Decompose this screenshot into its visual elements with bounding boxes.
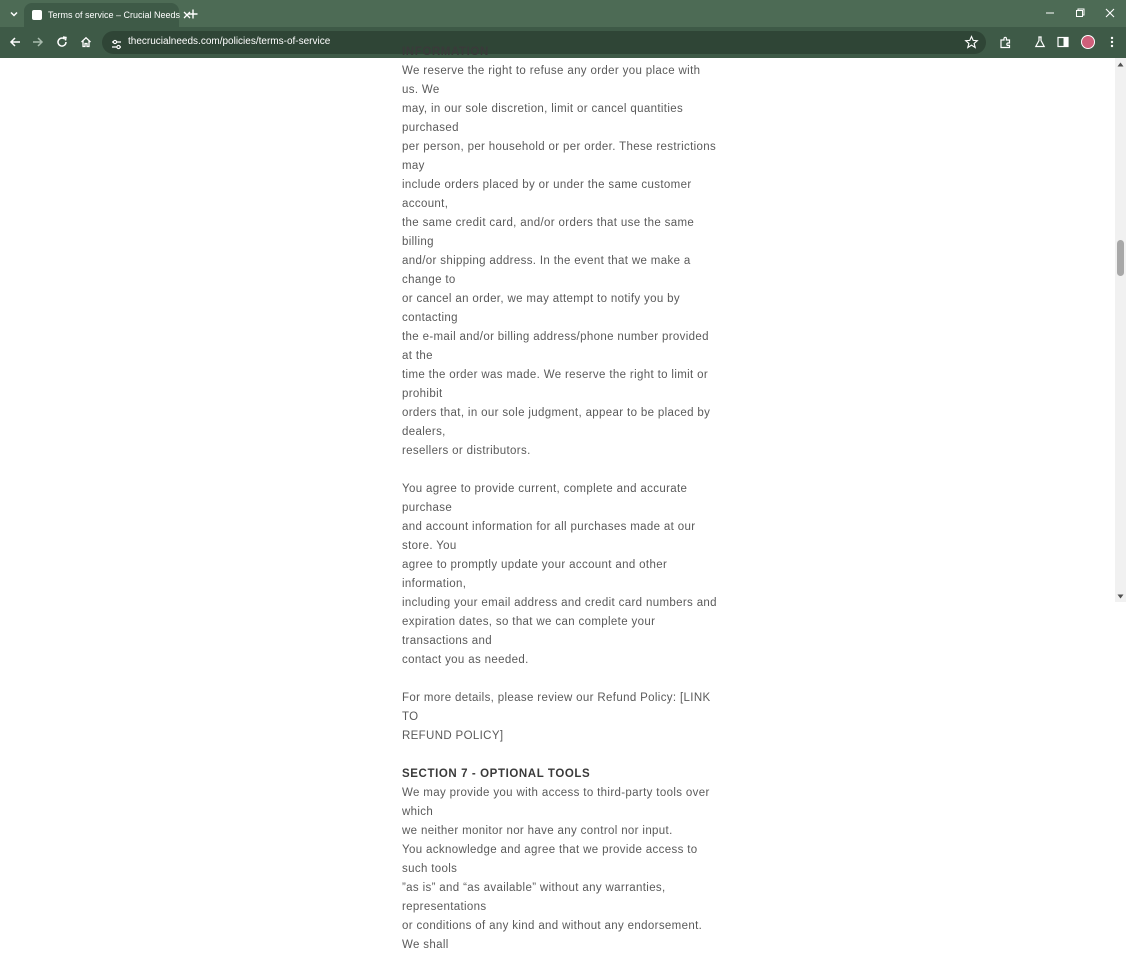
scroll-down-arrow-icon[interactable] [1115,591,1126,601]
text-line: agree to promptly update your account and other information, [402,559,668,590]
site-info-icon[interactable] [110,36,123,49]
forward-arrow-icon[interactable] [28,32,48,52]
url-text[interactable]: thecrucialneeds.com/policies/terms-of-service [128,36,331,47]
section-7-paragraph-tools [402,784,720,841]
text-line: resellers or distributors. [402,445,531,457]
labs-flask-icon[interactable] [1030,32,1050,52]
side-panel-icon[interactable] [1053,32,1073,52]
kebab-menu-icon[interactable] [1102,32,1122,52]
active-tab[interactable] [24,3,179,27]
text-line: You acknowledge and agree that we provide access to such tools [402,844,698,875]
text-line: expiration dates, so that we can complete your transactions and [402,616,656,647]
profile-avatar[interactable] [1081,35,1095,49]
vertical-scrollbar[interactable] [1115,58,1126,602]
text-line: contact you as needed. [402,654,529,666]
text-line: We may provide you with access to third-party tools over which [402,787,710,818]
terms-content [402,43,720,955]
text-line: we neither monitor nor have any control nor input. [402,825,673,837]
page-viewport [0,46,1115,951]
tab-strip [0,0,1126,27]
home-icon[interactable] [76,32,96,52]
section-7-paragraph-as-is [402,841,720,955]
text-line: may, in our sole discretion, limit or cancel quantities purchased [402,103,684,134]
section-6-paragraph-orders [402,62,720,461]
tab-title: Terms of service – Crucial Needs [48,10,181,20]
text-line: and account information for all purchases made at our store. You [402,521,696,552]
text-line: include orders placed by or under the same customer account, [402,179,692,210]
text-line: time the order was made. We reserve the right to limit or prohibit [402,369,709,400]
text-line: or conditions of any kind and without any endorsement. We shall [402,920,703,951]
text-line: the e-mail and/or billing address/phone number provided at the [402,331,709,362]
text-line: We reserve the right to refuse any order you place with us. We [402,65,701,96]
scrollbar-thumb[interactable] [1117,240,1124,276]
scroll-up-arrow-icon[interactable] [1115,59,1126,69]
restore-icon[interactable] [1069,4,1091,22]
text-line: per person, per household or per order. These restrictions may [402,141,717,172]
text-line: For more details, please review our Refund Policy: [LINK TO [402,692,711,723]
text-line: ”as is” and “as available” without any warranties, representations [402,882,666,913]
text-line: and/or shipping address. In the event that we make a change to [402,255,691,286]
section-6-paragraph-refund [402,689,720,746]
text-line: You agree to provide current, complete and accurate purchase [402,483,688,514]
plus-icon[interactable] [184,5,202,23]
text-line: REFUND POLICY] [402,730,504,742]
section-7-heading: SECTION 7 - OPTIONAL TOOLS [402,768,591,780]
section-6-paragraph-account-info [402,480,720,670]
tab-search-icon[interactable] [4,4,24,24]
back-arrow-icon[interactable] [5,32,25,52]
text-line: including your email address and credit card numbers and [402,597,717,609]
star-icon[interactable] [963,34,980,51]
window-close-icon[interactable] [1099,4,1121,22]
text-line: the same credit card, and/or orders that use the same billing [402,217,695,248]
reload-icon[interactable] [52,32,72,52]
text-line: orders that, in our sole judgment, appear to be placed by dealers, [402,407,711,438]
minimize-icon[interactable] [1039,4,1061,22]
section-6-heading: INFORMATION [402,46,489,58]
extensions-icon[interactable] [995,32,1015,52]
text-line: or cancel an order, we may attempt to notify you by contacting [402,293,681,324]
favicon-icon [32,10,42,20]
